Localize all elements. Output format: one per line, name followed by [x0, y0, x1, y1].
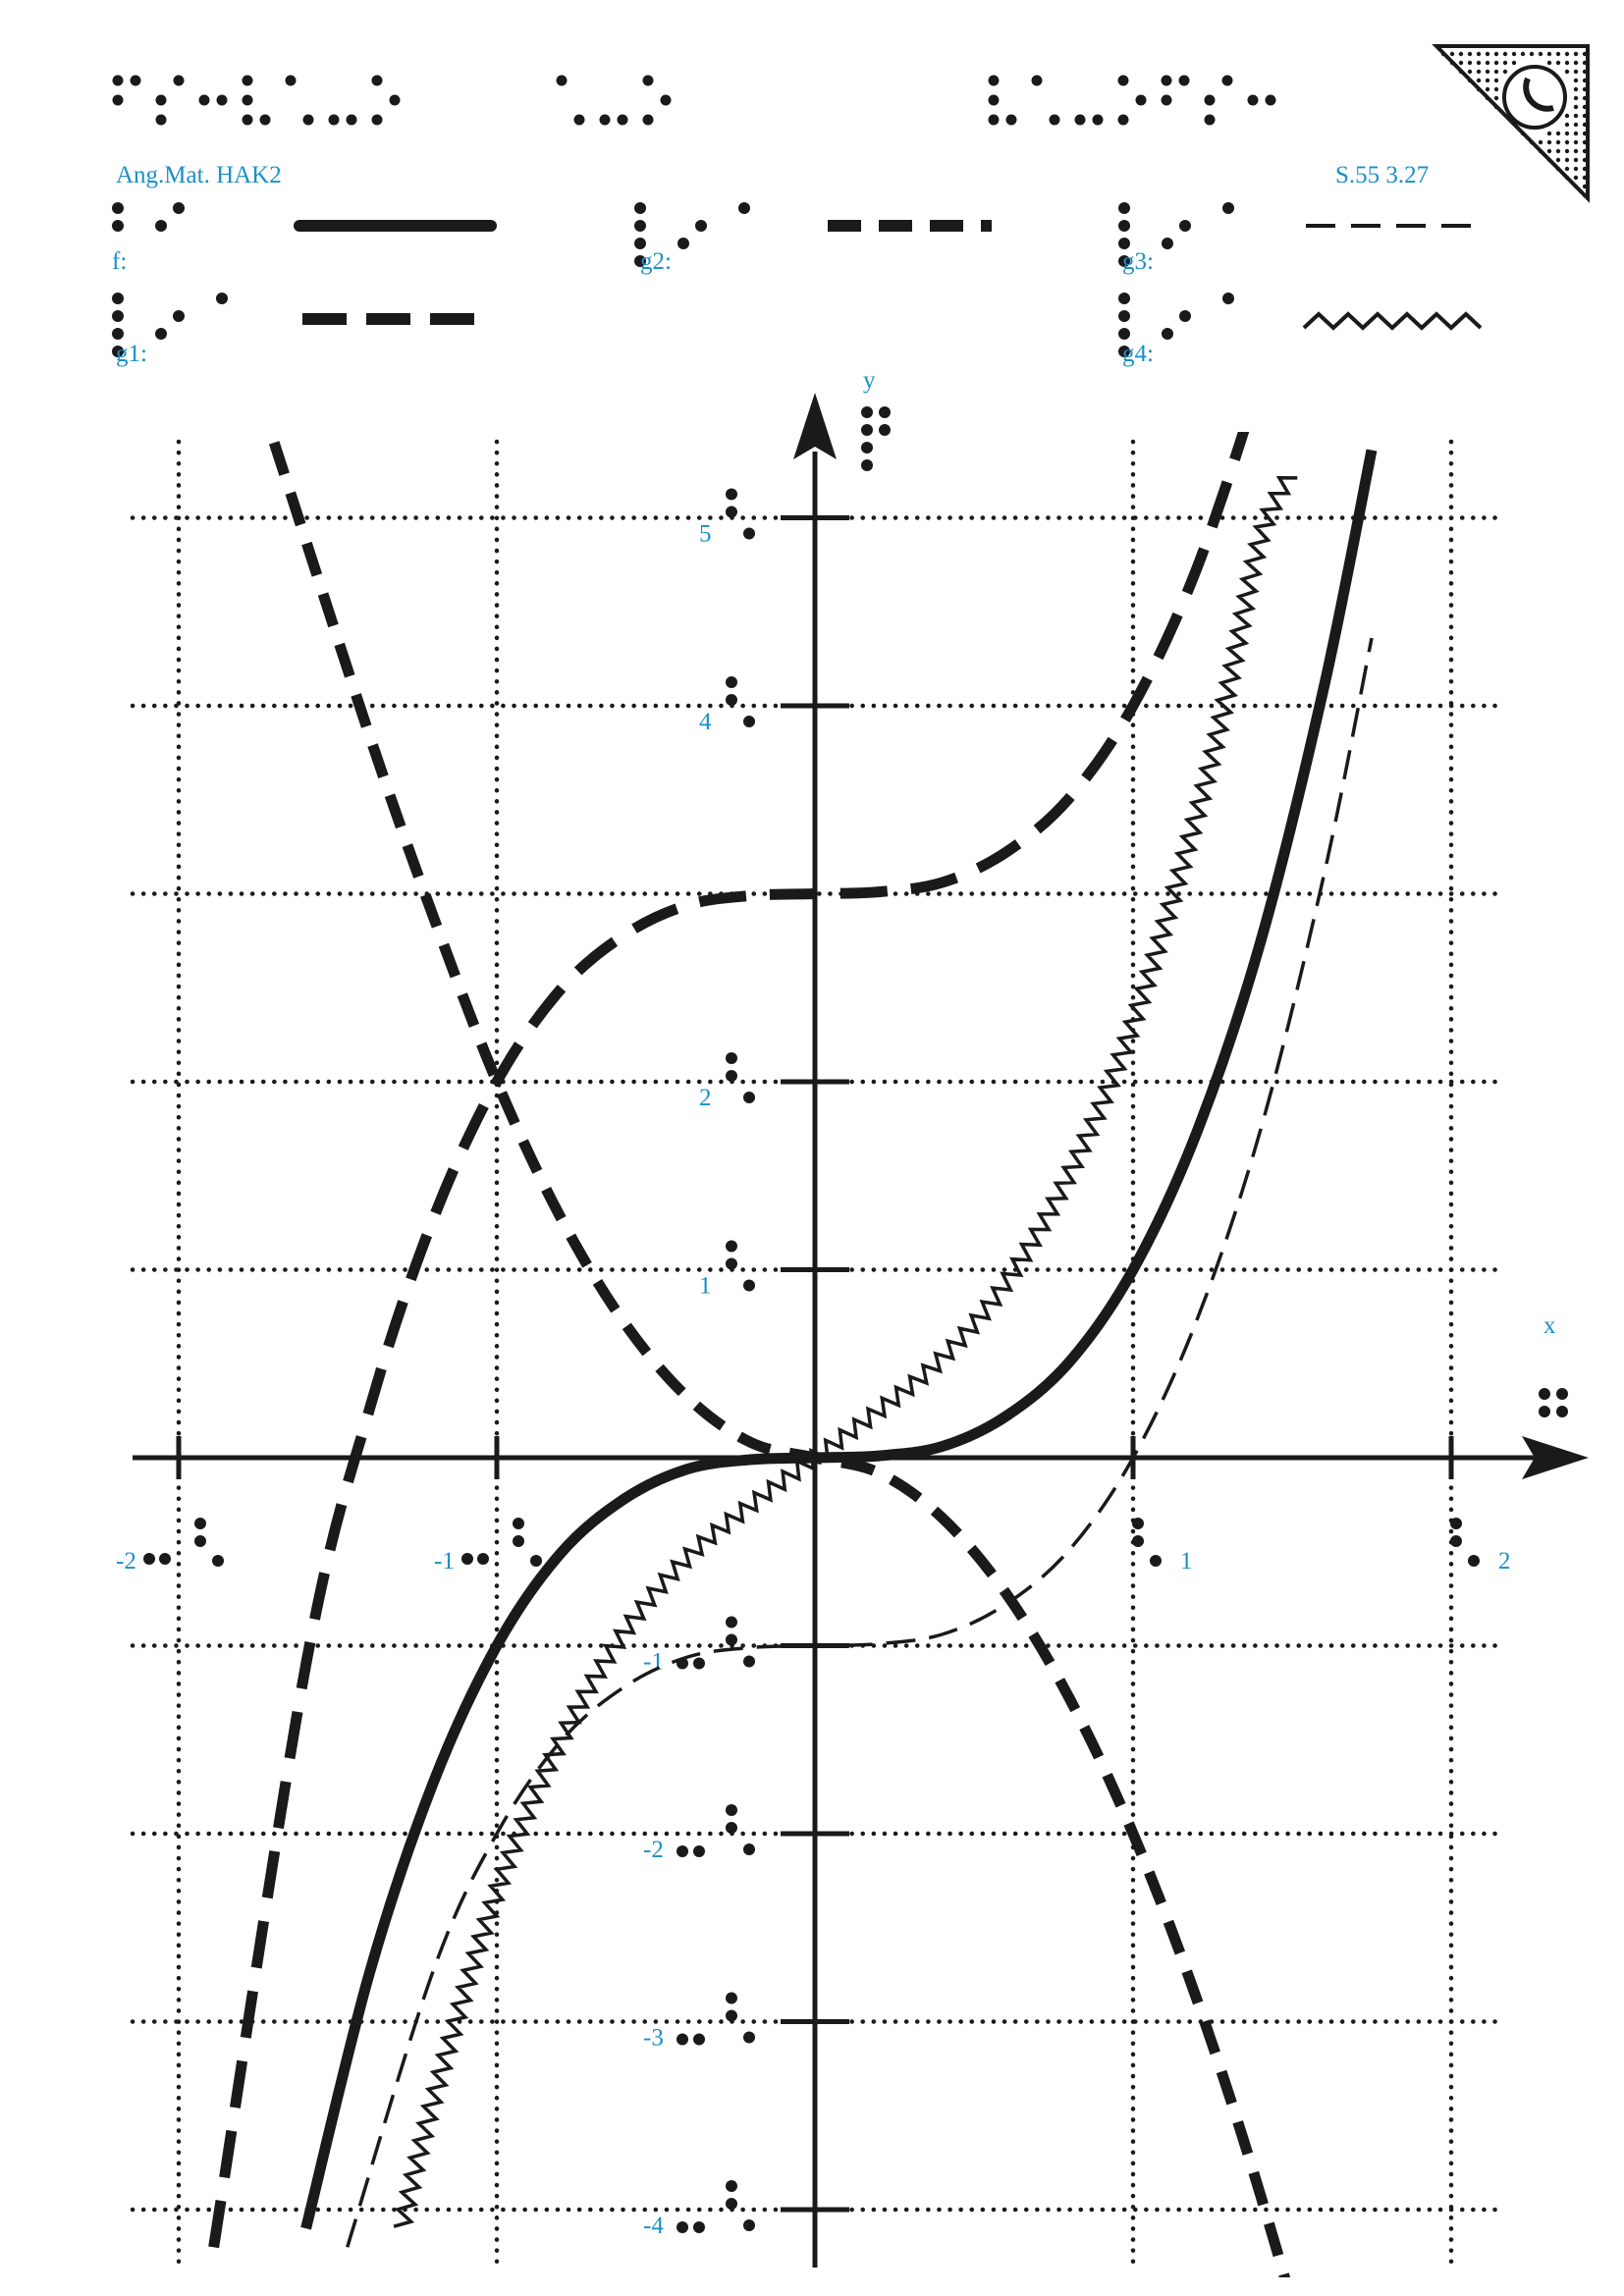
function-curves — [214, 293, 1379, 2296]
x-tick-label: -1 — [434, 1548, 455, 1575]
series-line-g4 — [394, 478, 1297, 2226]
legend-item-g4 — [1118, 293, 1481, 367]
legend-item-f — [112, 202, 491, 275]
y-axis-arrow-icon — [793, 393, 837, 459]
legend-label-g4: g4: — [1122, 341, 1154, 367]
y-tick-label: 1 — [699, 1272, 712, 1300]
corner-logo-icon — [1436, 46, 1588, 198]
legend — [112, 202, 1481, 367]
legend-label-f: f: — [112, 248, 128, 275]
x-axis-label: x — [1543, 1312, 1556, 1339]
y-tick-label: -3 — [643, 2024, 664, 2052]
y-tick-label: -1 — [643, 1648, 664, 1676]
x-tick-label: 1 — [1180, 1548, 1193, 1575]
legend-label-g2: g2: — [640, 248, 672, 275]
y-tick-label: -4 — [643, 2213, 664, 2239]
header-right: S.55 3.27 — [1335, 162, 1430, 188]
x-tick-label: -2 — [116, 1548, 136, 1575]
y-tick-label: 2 — [699, 1085, 712, 1111]
y-axis-label: y — [863, 367, 876, 394]
y-tick-label: 4 — [699, 709, 712, 735]
braille-title-dots — [113, 76, 1276, 126]
legend-label-g3: g3: — [1122, 248, 1154, 275]
legend-label-g1: g1: — [116, 341, 147, 367]
y-tick-label: -2 — [643, 1837, 664, 1863]
legend-item-g3 — [1118, 202, 1478, 275]
series-line-g2 — [274, 443, 1378, 2296]
series-line-g3 — [348, 638, 1372, 2247]
header-left: Ang.Mat. HAK2 — [116, 162, 282, 188]
legend-item-g2 — [634, 202, 992, 275]
y-tick-label: 5 — [699, 520, 712, 548]
plot-area — [116, 293, 1589, 2296]
x-tick-label: 2 — [1498, 1548, 1511, 1575]
legend-item-g1 — [112, 293, 491, 367]
